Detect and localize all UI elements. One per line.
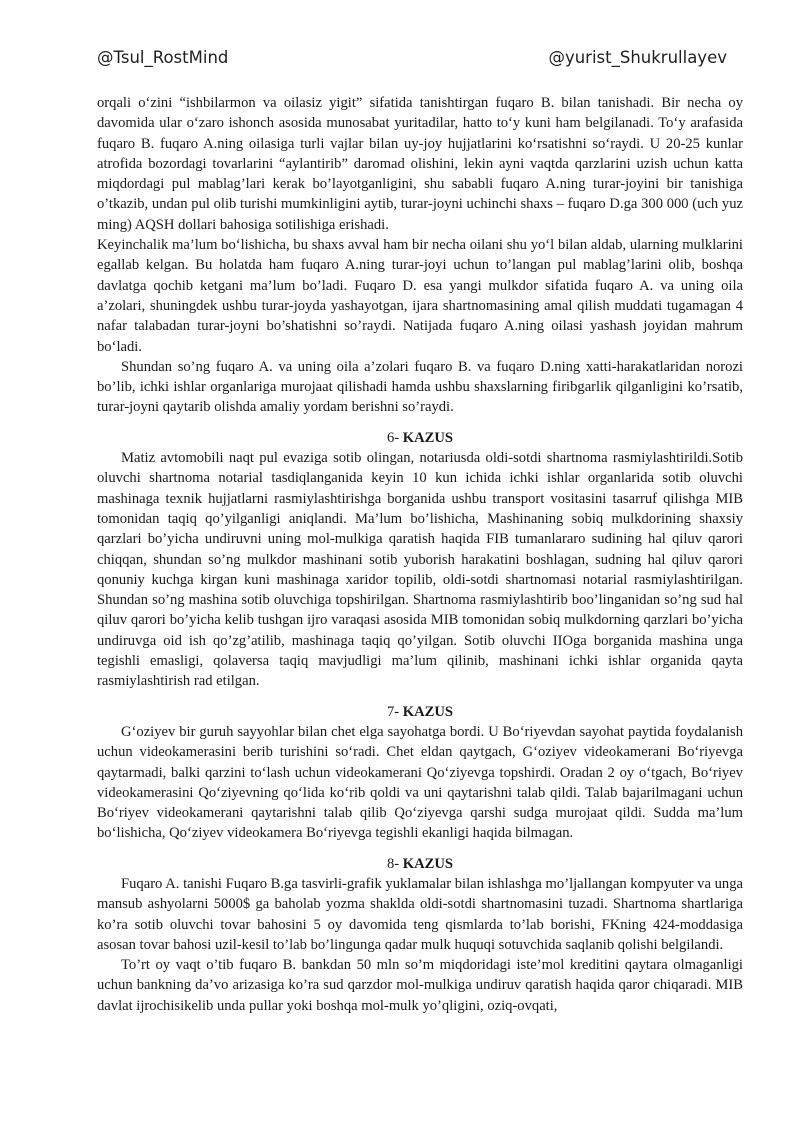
case-8-heading [97,854,743,874]
intro-paragraph-3: Shundan so’ng fuqaro A. va uning oila a’zolari fuqaro B. va fuqaro D.ning xatti-harakatlaridan norozi bo’lib, ichki ishlar organlariga murojaat qilishadi hamda ushbu shaxslarning firibgarlik qilganligini ko’rsatib, turar-joyni qaytarib olishda amaliy yordam berishni so’raydi. [97,358,743,416]
document-body [97,93,743,1016]
case-6-heading [97,428,743,448]
case-7-number: 7- [386,703,400,720]
intro-section [97,93,743,418]
case-8-section [97,854,743,1016]
case-7-heading [97,702,743,722]
header-right-handle: @yurist_Shukrullayev [548,48,727,67]
page-header [97,48,727,72]
intro-paragraph-1: orqali o‘zini “ishbilarmon va oilasiz yigit” sifatida tanishtirgan fuqaro B. bilan tanishadi. Bir necha oy davomida ular o‘zaro ishonch asosida munosabat yuritadilar, hatto to‘y kuni ham belgilanadi. To‘y arafasida fuqaro B. fuqaro A.ning oilasiga turli vajlar bilan uy-joy hujjatlarini ko‘rsatishni so‘raydi. U 20-25 kunlar atrofida bozordagi tovarlarini “aylantirib” daromad olishini, lekin ayni vaqtda qarzlarini uzish uchun katta miqdordagi pul mablag’lari kerak bo’layotganligini, shu sababli fuqaro A.ning turar-joyini bir tanishiga o’tkazib, undan pul olib turishi mumkinligini aytib, turar-joyni uchinchi shaxs – fuqaro D.ga 300 000 (uch yuz ming) AQSH dollari bahosiga sotilishiga erishadi. [97,95,743,233]
case-7-label: KAZUS [402,703,454,720]
case-7-section [97,702,743,844]
case-8-paragraph-2: To’rt oy vaqt o’tib fuqaro B. bankdan 50 mln so’m miqdoridagi iste’mol kreditini qaytara olmaganligi uchun bankning da’vo arizasiga ko’ra sud qarzdor mol-mulkiga undiruv qaratish haqida qaror chiqaradi. MIB davlat ijrochisikelib unda pullar yoki boshqa mol-mulk yo’qligini, oziq-ovqati, [97,957,743,1014]
case-7-paragraph-1: G‘oziyev bir guruh sayyohlar bilan chet elga sayohatga bordi. U Bo‘riyevdan sayohat paytida foydalanish uchun videokamerasini berib turishini so‘radi. Chet eldan qaytgach, G‘oziyev videokamerani Bo‘riyevga qaytarmadi, balki qarzini to‘lash uchun videokamerani Qo‘ziyevga topshirdi. Oradan 2 oy o‘tgach, Bo‘riyev videokamerasini Qo‘ziyevning qo‘lida ko‘rib qoldi va uni qaytarishni talab qildi. Talab bajarilmagani uchun Bo‘riyev videokamerani qaytarishni talab qilib Qo‘ziyevga qarshi sudga murojaat qildi. Sudda ma’lum bo‘lishicha, Qo‘ziyev videokamera Bo‘riyevga tegishli ekanligi haqida bilmagan. [97,723,743,842]
case-6-paragraph-1: Matiz avtomobili naqt pul evaziga sotib olingan, notariusda oldi-sotdi shartnoma rasmiylashtirildi.Sotib oluvchi shartnoma notarial tasdiqlanganida keyin 10 kun ichida ichki ishlar organlarida sotib oluvchi mashinaga texnik hujjatlarni rasmiylashtirishga borganida ushbu transport vositasini tasarruf qilishga MIB tomonidan taqiq qo’yilganligi aniqlandi. Ma’lum bo’lishicha, Mashinaning sobiq mulkdorining shaxsiy qarzlari bo’yicha undiruvni uning mol-mulkiga qaratish haqida FIB tumanlararo sudining hal qiluv qarori chiqqan, shundan so’ng mulkdor mashinani sotib yuborish harakatini boshlagan, sudning hal qiluv qarori qonuniy kuchga kirgan kuni mashinaga xaridor topilib, oldi-sotdi shartnomasi notarial rasmiylashtirilgan. Shundan so’ng mashina sotib oluvchiga topshirilgan. Shartnoma rasmiylashtirib boo’linganidan so’ng sud hal qiluv qarori bo’yicha kelib tushgan ijro varaqasi asosida MIB tomonidan sobiq mulkdorning qarzlari bo’yicha undiruvga oid ish qo’zg’atilib, mashinaga taqiq qo’yilgan. Sotib oluvchi IIOga borganida mashina unga tegishli emasligi, qolaversa taqiq mavjudligi ma’lum qilinib, mashinani ichki ishlar organida qayta rasmiylashtirish rad etilgan. [97,450,743,690]
case-8-paragraph-1: Fuqaro A. tanishi Fuqaro B.ga tasvirli-grafik yuklamalar bilan ishlashga mo’ljallangan kompyuter va unga mansub ashyolarni 5000$ ga baholab yozma shaklda oldi-sotdi shartnomasini tuzadi. Shartnoma shartlariga ko’ra sotib oluvchi tovar bahosini 5 oy davomida teng qismlarda to’lab borishi, FKning 424-moddasiga asosan tovar bahosi uzil-kesil to’lab bo’lingunga qadar mulk huquqi sotuvchida saqlanib qolishi belgilandi. [97,875,743,953]
case-8-label: KAZUS [402,855,454,872]
case-8-number: 8- [386,855,400,872]
case-6-section [97,428,743,692]
intro-paragraph-2: Keyinchalik ma’lum bo‘lishicha, bu shaxs avval ham bir necha oilani shu yo‘l bilan aldab, ularning mulklarini egallab kelgan. Bu holatda ham fuqaro A.ning turar-joyi uchun to’langan pul mablag’larini olib, boshqa davlatga qochib ketgani ma’lum bo’ladi. Fuqaro D. esa yangi mulkdor sifatida fuqaro A. va uning oila a’zolari, shuningdek ushbu turar-joyda yashayotgan, ijara shartnomasining amal qilish muddati tugamagan 4 nafar talabadan turar-joyni bo’shatishni so’raydi. Natijada fuqaro A.ning oilasi yashash joyidan mahrum bo‘ladi. [97,237,743,355]
header-left-handle: @Tsul_RostMind [97,48,229,67]
case-6-label: KAZUS [402,429,454,446]
case-6-number: 6- [386,429,400,446]
